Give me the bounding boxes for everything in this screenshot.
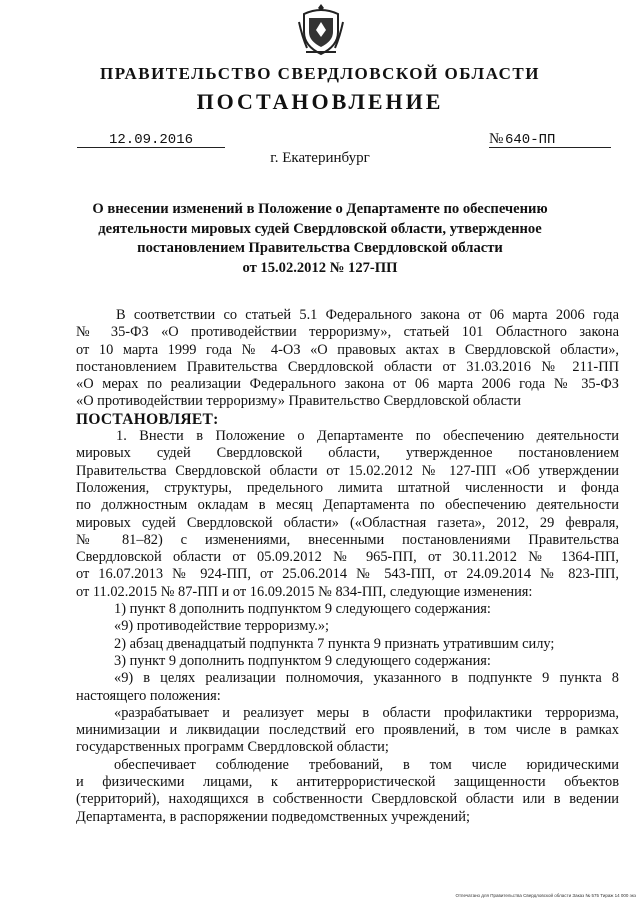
paragraph-line: государственных программ Свердловской области;: [76, 739, 389, 756]
document-title: [90, 200, 550, 278]
organization-name: ПРАВИТЕЛЬСТВО СВЕРДЛОВСКОЙ ОБЛАСТИ: [100, 64, 540, 83]
subpoint-line: «9) в целях реализации полномочия, указанного в подпункте 9 пункта 8: [114, 670, 619, 687]
item1-line: Правительства Свердловской области от 15.02.2012 № 127-ПП «Об утверждении: [76, 462, 619, 479]
coat-of-arms-emblem: [298, 2, 344, 58]
title-line: от 15.02.2012 № 127-ПП: [242, 259, 398, 276]
change-item: 2) абзац двенадцатый подпункта 7 пункта 9 признать утратившим силу;: [114, 635, 555, 652]
change-item: 1) пункт 8 дополнить подпунктом 9 следующего содержания:: [114, 601, 491, 618]
resolves-heading: ПОСТАНОВЛЯЕТ:: [76, 410, 219, 428]
document-date: 12.09.2016: [108, 132, 193, 148]
paragraph-line: и физическими лицами, к антитеррористической защищенности объектов: [76, 774, 619, 791]
item1-line: № 81–82) с изменениями, внесенными постановлениями Правительства: [76, 531, 619, 548]
document-body: [76, 307, 619, 826]
date-underline: [77, 147, 225, 148]
subpoint-line: настоящего положения:: [76, 687, 221, 704]
number-underline: [489, 147, 611, 148]
paragraph-line: «разрабатывает и реализует меры в области профилактики терроризма,: [114, 704, 619, 721]
item1-line: Свердловской области от 05.09.2012 № 965-ПП, от 30.11.2012 № 1364-ПП,: [76, 549, 619, 566]
item1-line: 1. Внести в Положение о Департаменте по обеспечению деятельности: [116, 428, 619, 445]
preamble-line: от 10 марта 1999 года № 4-ОЗ «О правовых актах в Свердловской области»,: [76, 341, 619, 358]
item1-line: от 16.07.2013 № 924-ПП, от 25.06.2014 № 543-ПП, от 24.09.2014 № 823-ПП,: [76, 566, 619, 583]
city: г. Екатеринбург: [270, 150, 370, 166]
document-number: 640-ПП: [505, 132, 556, 148]
item1-line: мировых судей Свердловской области» («Областная газета», 2012, 29 февраля,: [76, 514, 619, 531]
document-type: ПОСТАНОВЛЕНИЕ: [196, 89, 444, 114]
item1-line: по должностным окладам в месяц Департамента по обеспечению деятельности: [76, 497, 619, 514]
preamble-line: постановлением Правительства Свердловской области от 31.03.2016 № 211-ПП: [76, 358, 619, 375]
title-line: О внесении изменений в Положение о Департаменте по обеспечению: [92, 201, 548, 217]
preamble-line: «О мерах по реализации Федерального закона от 06 марта 2006 года № 35-ФЗ: [76, 376, 619, 393]
print-footer: Отпечатано для Правительства Свердловской области Заказ № 575 Тираж 14 000 экз: [455, 893, 636, 898]
change-item: 3) пункт 9 дополнить подпунктом 9 следующего содержания:: [114, 652, 491, 669]
item1-line: от 11.02.2015 № 87-ПП и от 16.09.2015 № 834-ПП, следующие изменения:: [76, 583, 533, 600]
preamble-line: № 35-ФЗ «О противодействии терроризму», статьей 101 Областного закона: [76, 324, 619, 341]
item1-line: мировых судей Свердловской области, утвержденное постановлением: [76, 445, 619, 462]
preamble-line: «О противодействии терроризму» Правительство Свердловской области: [76, 393, 521, 410]
item1-line: Положения, структуры, предельного лимита штатной численности и фонда: [76, 479, 619, 496]
paragraph-line: обеспечивает соблюдение требований, в том числе юридическими: [114, 756, 619, 773]
number-label: №: [489, 131, 504, 147]
paragraph-line: минимизации и ликвидации последствий его проявлений, в том числе в рамках: [76, 722, 619, 739]
title-line: постановлением Правительства Свердловской области: [137, 240, 503, 256]
title-line: деятельности мировых судей Свердловской области, утвержденное: [98, 220, 542, 237]
paragraph-line: (территорий), находящихся в собственности Свердловской области или в ведении: [76, 791, 619, 808]
preamble-line: В соответствии со статьей 5.1 Федерального закона от 06 марта 2006 года: [116, 307, 619, 323]
change-item: «9) противодействие терроризму.»;: [114, 618, 330, 635]
paragraph-line: Департамента, в распоряжении подведомственных учреждений;: [76, 808, 470, 825]
